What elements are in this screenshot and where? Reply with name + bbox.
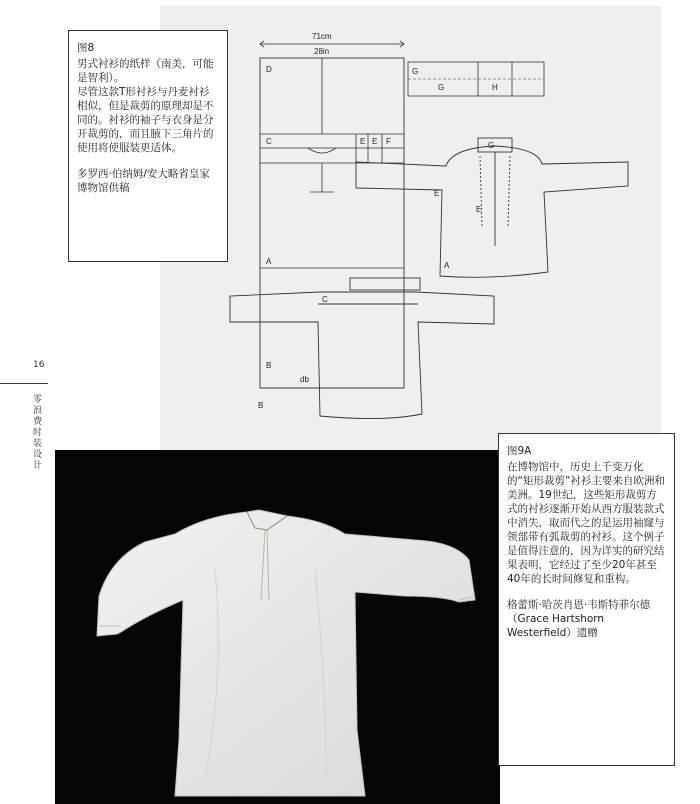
piece-label: H: [492, 83, 498, 92]
piece-label: C: [322, 295, 328, 304]
shirt-photo: [55, 450, 500, 804]
pattern-drawing-panel: [160, 6, 661, 450]
piece-label: A: [444, 261, 450, 270]
piece-label: B: [258, 401, 264, 410]
piece-label: B: [266, 361, 272, 370]
piece-label: G: [438, 83, 445, 92]
figure9-title: 图9A: [507, 445, 532, 457]
shirt-pattern-diagram: [160, 6, 661, 450]
sidebar-divider: [0, 383, 48, 384]
piece-label: E: [434, 189, 440, 198]
figure8-body: 男式衬衫的纸样（南美，可能是智利）。 尽管这款T形衬衫与丹麦衬衫相似，但是裁剪的原理却是不同的。衬衫的袖子与衣身是分开裁剪的，而且腋下三角片的使用将使服装更适体。: [77, 58, 214, 154]
figure9-body: 在博物馆中，历史上千变万化的“矩形裁剪”衬衫主要来自欧洲和美洲。19世纪，这些矩形裁剪方式的衬衫逐渐开始从西方服装款式中消失，取而代之的是运用袖窿与领部带有弧裁剪的衬衫。这个例子是值得注意的，因为详实的研究结果表明，它经过了至少20年甚至40年的长时间修复和重构。: [507, 461, 665, 585]
piece-label: db: [300, 375, 309, 384]
piece-label: E: [476, 205, 482, 214]
figure8-caption: [68, 30, 228, 262]
figure9-caption: [498, 433, 675, 766]
width-in-label: 28in: [314, 47, 330, 56]
book-title-vertical: 零浪费时装设计: [33, 395, 43, 471]
piece-label: D: [266, 65, 272, 74]
linen-shirt-image: [55, 450, 500, 804]
shirt-sketch-front: [356, 138, 628, 277]
page-number: 16: [33, 360, 45, 370]
piece-label: A: [266, 257, 272, 266]
figure8-title: 图8: [77, 42, 95, 54]
piece-label: G: [488, 141, 495, 150]
width-cm-label: 71cm: [312, 32, 332, 41]
figure8-credit: 多罗西·伯纳姆/安大略省皇家博物馆供稿: [77, 168, 210, 194]
shirt-sketch-back: [230, 278, 494, 419]
piece-label: E: [360, 137, 366, 146]
piece-label: E: [372, 137, 378, 146]
piece-label: G: [412, 67, 419, 76]
piece-label: F: [386, 137, 391, 146]
figure9-credit: 格蕾斯·哈茨肖恩·韦斯特菲尔德（Grace Hartshorn Westerfield）遗赠: [507, 599, 651, 639]
piece-label: C: [266, 137, 272, 146]
